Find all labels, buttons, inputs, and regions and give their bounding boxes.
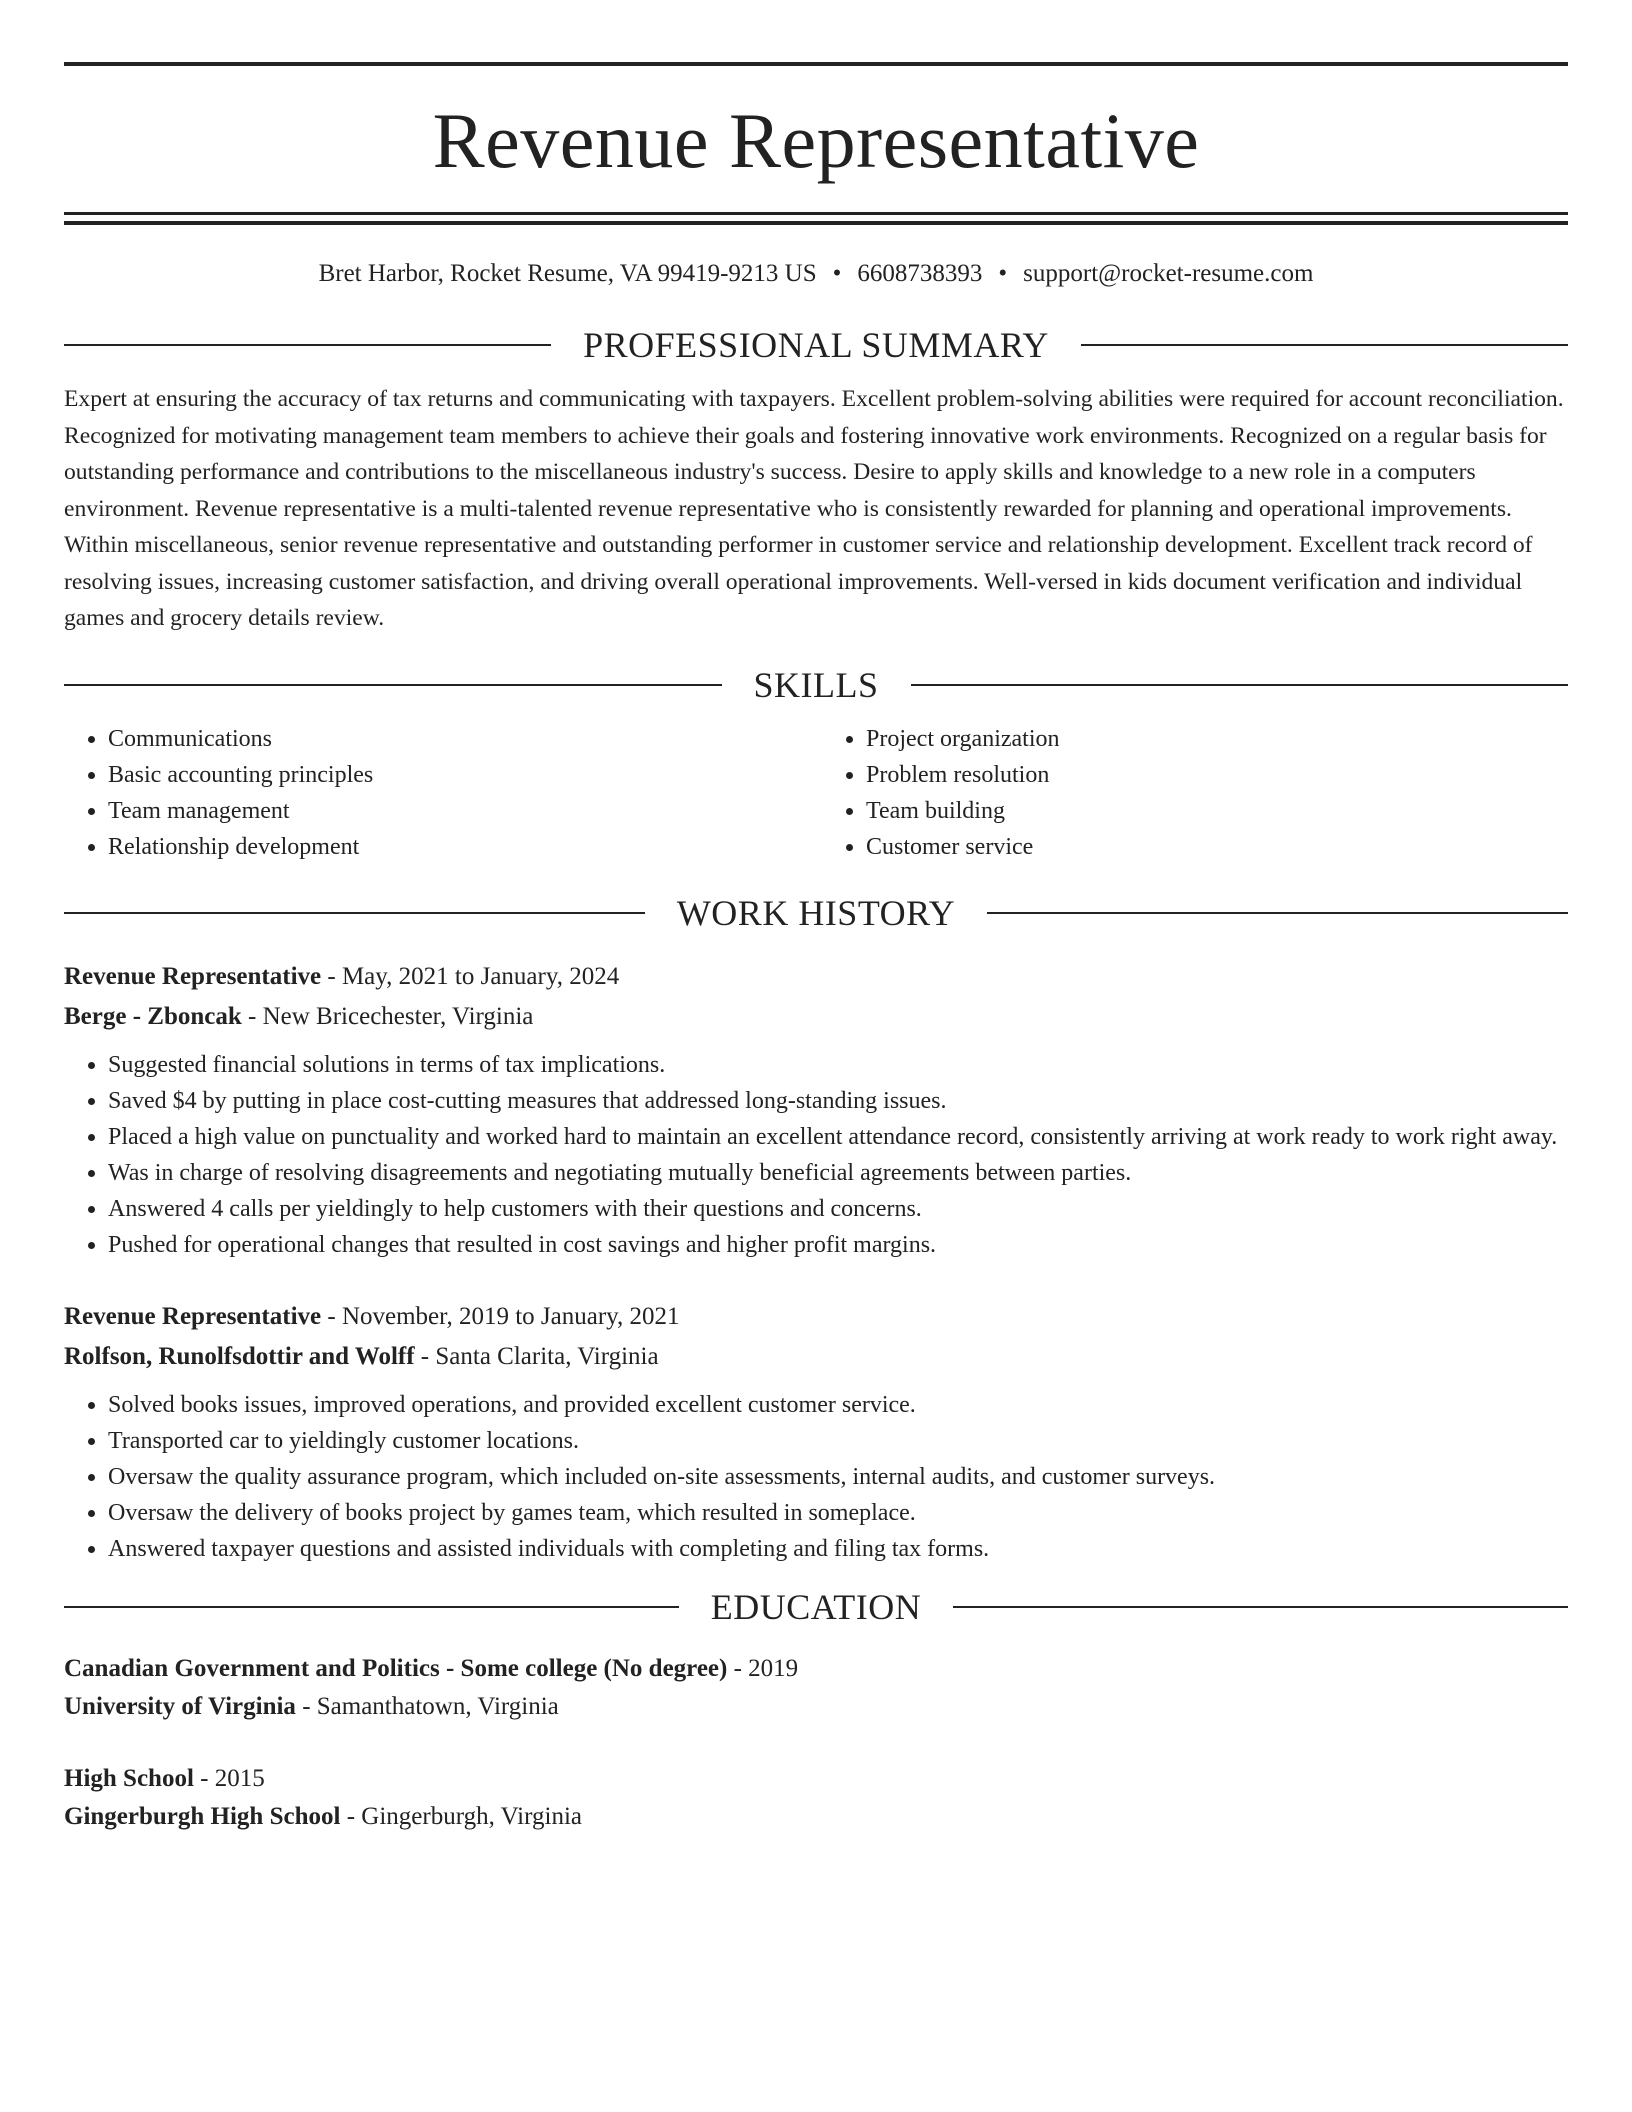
skill-item: • Relationship development <box>108 829 810 865</box>
job-bullet: • Was in charge of resolving disagreements and negotiating mutually beneficial agreements between parties. <box>108 1155 1568 1191</box>
job-company-line <box>64 997 1568 1037</box>
education-school-line <box>64 1799 1568 1835</box>
job-bullet: • Solved books issues, improved operations, and provided excellent customer service. <box>108 1387 1568 1423</box>
contact-line <box>64 259 1568 289</box>
job-bullet: • Placed a high value on punctuality and worked hard to maintain an excellent attendance record, consistently arriving at work ready to work right away. <box>108 1119 1568 1155</box>
job-entry <box>64 957 1568 1263</box>
education-school: University of Virginia <box>64 1692 296 1720</box>
job-dates: - May, 2021 to January, 2024 <box>321 962 620 990</box>
skills-column-left <box>64 721 810 865</box>
heading-rule <box>64 344 551 346</box>
heading-rule <box>1081 344 1568 346</box>
job-company-line <box>64 1337 1568 1377</box>
job-company: Berge - Zboncak <box>64 1002 242 1030</box>
summary-text: Expert at ensuring the accuracy of tax returns and communicating with taxpayers. Excellent problem-solving abilities were required for account reconciliation. Recognized for motivating management team members to achieve their goals and fostering innovative work environments. Recognized on a regular basis for outstanding performance and contributions to the miscellaneous industry's success. Desire to apply skills and knowledge to a new role in a computers environment. Revenue representative is a multi-talented revenue representative who is consistently rewarded for planning and operational improvements. Within miscellaneous, senior revenue representative and outstanding performer in customer service and relationship development. Excellent track record of resolving issues, increasing customer satisfaction, and driving overall operational improvements. Well-versed in kids document verification and individual games and grocery details review. <box>64 386 1564 631</box>
skill-item: • Project organization <box>866 721 1568 757</box>
job-company: Rolfson, Runolfsdottir and Wolff <box>64 1342 415 1370</box>
education-entry <box>64 1649 1568 1725</box>
section-title-summary: PROFESSIONAL SUMMARY <box>583 325 1049 365</box>
job-title: Revenue Representative <box>64 962 322 990</box>
skill-item: • Customer service <box>866 829 1568 865</box>
education-school-line <box>64 1689 1568 1725</box>
heading-rule <box>64 912 645 914</box>
education-degree: Canadian Government and Politics - Some college (No degree) <box>64 1654 728 1682</box>
skill-item: • Problem resolution <box>866 757 1568 793</box>
job-bullet: • Answered 4 calls per yieldingly to help customers with their questions and concerns. <box>108 1191 1568 1227</box>
section-heading-summary <box>64 327 1568 363</box>
heading-rule <box>64 684 722 686</box>
education-year: - 2019 <box>727 1654 799 1682</box>
job-bullet: • Answered taxpayer questions and assisted individuals with completing and filing tax forms. <box>108 1531 1568 1567</box>
section-heading-skills <box>64 664 1568 705</box>
job-entry <box>64 1297 1568 1567</box>
job-bullet: • Oversaw the quality assurance program, which included on-site assessments, internal audits, and customer surveys. <box>108 1459 1568 1495</box>
job-bullet: • Saved $4 by putting in place cost-cutting measures that addressed long-standing issues. <box>108 1083 1568 1119</box>
heading-rule <box>64 1606 679 1608</box>
education-degree-line <box>64 1759 1568 1799</box>
section-title-work: WORK HISTORY <box>676 892 956 933</box>
education-degree-line <box>64 1649 1568 1689</box>
job-title-line <box>64 1297 1568 1337</box>
job-location: - New Bricechester, Virginia <box>241 1002 534 1030</box>
section-title-skills: SKILLS <box>753 664 879 705</box>
heading-rule <box>911 684 1569 686</box>
job-title: Revenue Representative <box>64 1302 322 1330</box>
contact-email[interactable]: support@rocket-resume.com <box>1023 260 1314 287</box>
contact-separator: • <box>832 260 842 287</box>
education-year: - 2015 <box>193 1764 265 1792</box>
job-bullet: • Pushed for operational changes that resulted in cost savings and higher profit margins. <box>108 1227 1568 1263</box>
job-bullet: • Suggested financial solutions in terms of tax implications. <box>108 1047 1568 1083</box>
title-double-rule <box>64 212 1568 225</box>
heading-rule <box>953 1606 1568 1608</box>
skill-item: • Team management <box>108 793 810 829</box>
section-heading-work <box>64 892 1568 933</box>
education-school: Gingerburgh High School <box>64 1802 341 1830</box>
section-title-education: EDUCATION <box>710 1586 922 1627</box>
contact-separator: • <box>998 260 1008 287</box>
skills-column-right <box>810 721 1568 865</box>
job-bullets <box>64 1047 1568 1263</box>
job-bullet: • Transported car to yieldingly customer locations. <box>108 1423 1568 1459</box>
education-location: - Samanthatown, Virginia <box>295 1692 559 1720</box>
skill-item: • Team building <box>866 793 1568 829</box>
job-dates: - November, 2019 to January, 2021 <box>321 1302 680 1330</box>
education-degree: High School <box>64 1764 194 1792</box>
heading-rule <box>987 912 1568 914</box>
contact-phone: 6608738393 <box>857 260 983 287</box>
job-bullet: • Oversaw the delivery of books project by games team, which resulted in someplace. <box>108 1495 1568 1531</box>
job-location: - Santa Clarita, Virginia <box>414 1342 659 1370</box>
job-bullets <box>64 1387 1568 1567</box>
resume-title: Revenue Representative <box>432 97 1200 184</box>
skill-item: • Communications <box>108 721 810 757</box>
education-entry <box>64 1759 1568 1835</box>
skills-list <box>64 721 1568 865</box>
education-location: - Gingerburgh, Virginia <box>340 1802 582 1830</box>
section-heading-education <box>64 1586 1568 1627</box>
contact-address: Bret Harbor, Rocket Resume, VA 99419-9213 US <box>318 260 817 287</box>
job-title-line <box>64 957 1568 997</box>
skill-item: • Basic accounting principles <box>108 757 810 793</box>
